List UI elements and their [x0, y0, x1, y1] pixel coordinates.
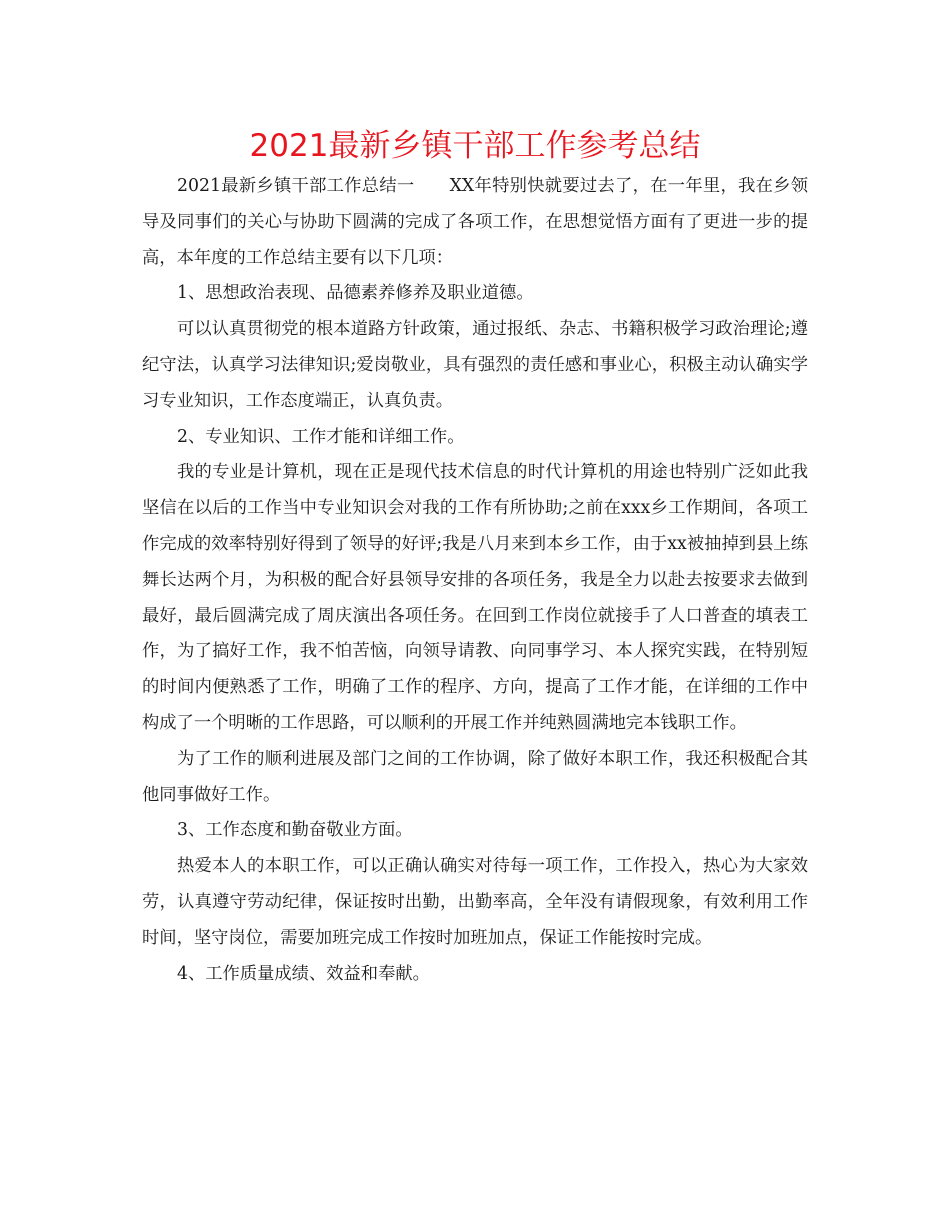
paragraph-professional: 我的专业是计算机，现在正是现代技术信息的时代计算机的用途也特别广泛如此我坚信在以后的工作当中专业知识会对我的工作有所协助;之前在xxx乡工作期间，各项工作完成的效率特别好得到了领导的好评;我是八月来到本乡工作，由于xx被抽掉到县上练舞长达两个月，为积极的配合好县领导安排的各项任务，我是全力以赴去按要求去做到最好，最后圆满完成了周庆演出各项任务。在回到工作岗位就接手了人口普查的填表工作，为了搞好工作，我不怕苦恼，向领导请教、向同事学习、本人探究实践，在特别短的时间内便熟悉了工作，明确了工作的程序、方向，提高了工作才能，在详细的工作中构成了一个明晰的工作思路，可以顺利的开展工作并纯熟圆满地完本钱职工作。 [142, 462, 808, 733]
paragraph-political: 可以认真贯彻党的根本道路方针政策，通过报纸、杂志、书籍积极学习政治理论;遵纪守法，认真学习法律知识;爱岗敬业，具有强烈的责任感和事业心，积极主动认确实学习专业知识，工作态度端正，认真负责。 [142, 319, 808, 411]
paragraph-cooperation: 为了工作的顺利进展及部门之间的工作协调，除了做好本职工作，我还积极配合其他同事做好工作。 [142, 748, 808, 805]
paragraph-intro: 2021最新乡镇干部工作总结一 XX年特别快就要过去了，在一年里，我在乡领导及同事们的关心与协助下圆满的完成了各项工作，在思想觉悟方面有了更进一步的提高，本年度的工作总结主要有以下几项： [142, 176, 808, 268]
paragraph-attitude: 热爱本人的本职工作，可以正确认确实对待每一项工作，工作投入，热心为大家效劳，认真遵守劳动纪律，保证按时出勤，出勤率高，全年没有请假现象，有效利用工作时间，坚守岗位，需要加班完成工作按时加班加点，保证工作能按时完成。 [142, 856, 808, 948]
section-heading-4: 4、工作质量成绩、效益和奉献。 [177, 963, 430, 984]
section-heading-2: 2、专业知识、工作才能和详细工作。 [177, 426, 465, 447]
section-heading-1: 1、思想政治表现、品德素养修养及职业道德。 [177, 283, 534, 304]
section-heading-3: 3、工作态度和勤奋敬业方面。 [177, 820, 413, 841]
document-body [142, 0, 808, 992]
document-text [142, 169, 808, 992]
document-title: 2021最新乡镇干部工作参考总结 [249, 128, 701, 164]
